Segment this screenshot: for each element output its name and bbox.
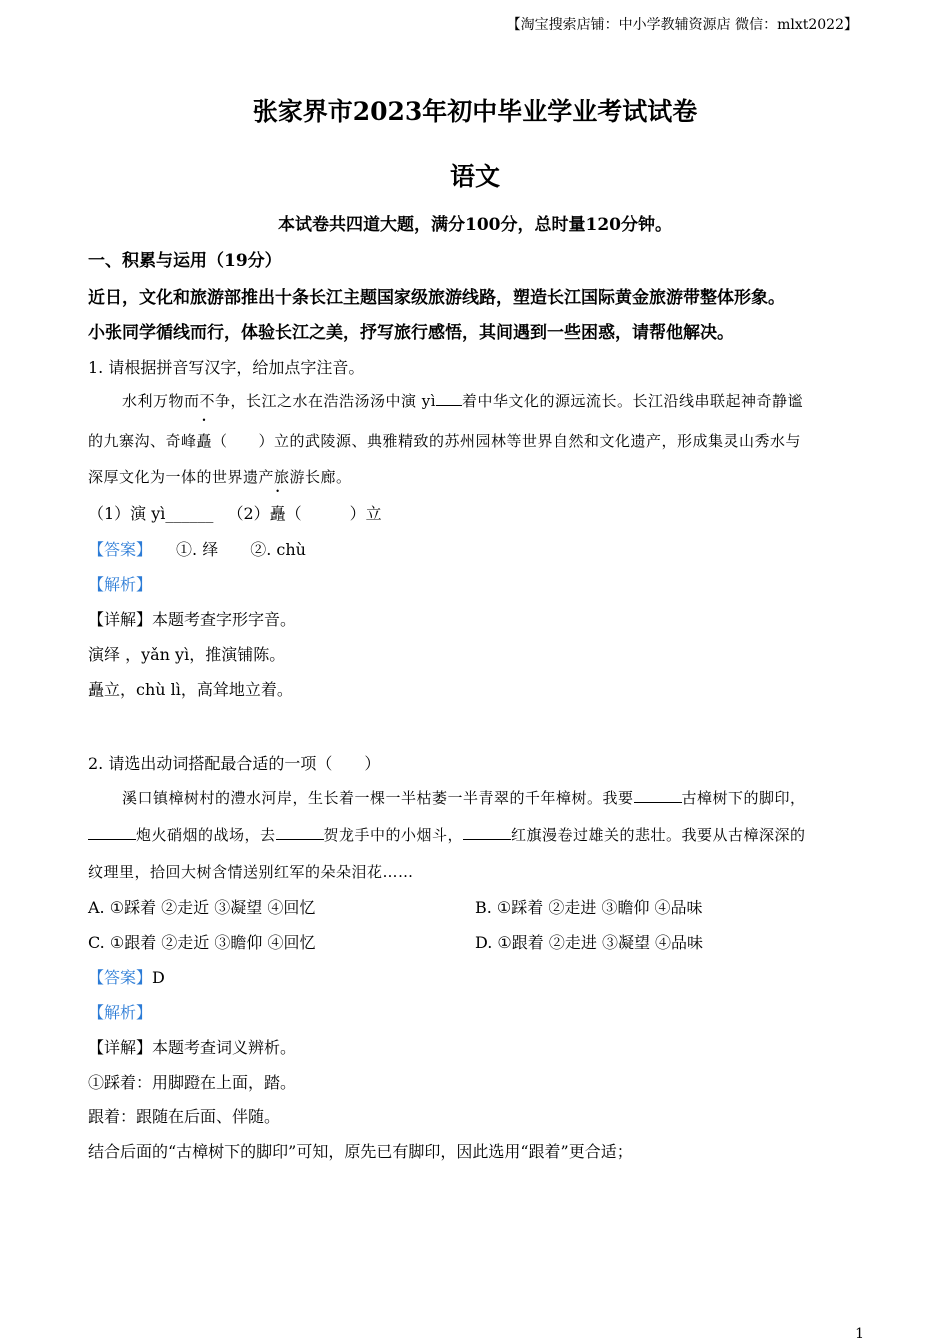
detail-text: 本题考查字形字音。 [152, 610, 297, 629]
answer-blank [88, 825, 136, 840]
q1-answer [88, 537, 306, 560]
q1-explanation-1: 演绎 ，yǎn yì，推演铺陈。 [88, 645, 286, 664]
dotted-character: 矗 [269, 504, 286, 523]
dotted-character: 矗 [196, 432, 213, 450]
q2-detail [88, 1035, 296, 1058]
section-heading: 一、积累与运用（19分） [88, 251, 282, 271]
answer-text: ①. 绎 ②. chù [144, 540, 306, 559]
option-a[interactable]: A. ①踩着 ②走近 ③凝望 ④回忆 [88, 898, 316, 917]
q1-item-2: （ ）立 [285, 504, 382, 523]
option-c[interactable]: C. ①跟着 ②走近 ③瞻仰 ④回忆 [88, 933, 316, 952]
detail-label: 【详解】 [88, 1038, 153, 1057]
q1-passage-text: 水利万物而不争，长江之水在浩浩汤汤中演 yì [122, 392, 437, 410]
q2-answer [88, 965, 165, 988]
q2-passage-line-2 [88, 824, 806, 845]
q2-passage-line-1 [122, 787, 806, 808]
answer-blank [463, 825, 511, 840]
shop-note: 【淘宝搜索店铺：中小学教辅资源店 微信：mlxt2022】 [506, 17, 858, 33]
q1-item-2: （2） [227, 504, 270, 523]
answer-blank [634, 788, 682, 803]
q1-items [88, 501, 382, 524]
q2-passage-text: 炮火硝烟的战场，去 [136, 826, 276, 844]
exam-instructions: 本试卷共四道大题，满分100分，总时量120分钟。 [278, 215, 672, 235]
q2-stem: 2. 请选出动词搭配最合适的一项（ ） [88, 754, 381, 773]
answer-label: 【答案】 [88, 540, 145, 559]
subject-title: 语文 [449, 162, 500, 191]
answer-blank [276, 825, 324, 840]
q2-passage-text: 红旗漫卷过雄关的悲壮。我要从古樟深深的 [511, 826, 806, 844]
answer-label: 【答案】 [88, 968, 153, 987]
q2-passage-line-3: 纹理里，拾回大树含情送别红军的朵朵泪花…… [88, 863, 414, 881]
q2-explanation-3: 结合后面的“古樟树下的脚印”可知，原先已有脚印，因此选用“跟着”更合适； [88, 1142, 633, 1161]
q1-analysis-label: 【解析】 [88, 575, 153, 594]
q1-passage-text: 的九寨沟、奇峰 [88, 432, 197, 450]
q1-detail [88, 607, 296, 630]
answer-blank [436, 391, 462, 406]
option-d[interactable]: D. ①跟着 ②走进 ③凝望 ④品味 [475, 933, 704, 952]
q2-passage-text: 贺龙手中的小烟斗， [323, 826, 464, 844]
q1-stem: 1. 请根据拼音写汉字，给加点字注音。 [88, 358, 365, 377]
answer-text: D [152, 968, 165, 987]
q2-passage-text: 溪口镇樟树村的澧水河岸，生长着一棵一半枯萎一半青翠的千年樟树。我要 [122, 789, 634, 807]
q1-passage-line-2 [88, 430, 801, 451]
q1-explanation-2: 矗立，chù lì，高耸地立着。 [88, 680, 293, 699]
q2-explanation-2: 跟着：跟随在后面、伴随。 [88, 1107, 281, 1126]
page-number: 1 [855, 1326, 864, 1342]
q1-passage-line-1 [122, 390, 803, 411]
q1-passage-text: （ ）立的武陵源、典雅精致的苏州园林等世界自然和文化遗产，形成集灵山秀水与 [212, 432, 802, 450]
q1-passage-line-3: 深厚文化为一体的世界遗产旅游长廊。 [88, 468, 352, 486]
detail-text: 本题考查词义辨析。 [152, 1038, 297, 1057]
section-intro-line-2: 小张同学循线而行，体验长江之美，抒写旅行感悟，其间遇到一些困惑，请帮他解决。 [88, 323, 734, 343]
section-intro-line-1: 近日，文化和旅游部推出十条长江主题国家级旅游线路，塑造长江国际黄金旅游带整体形象。 [88, 288, 785, 308]
option-b[interactable]: B. ①踩着 ②走进 ③瞻仰 ④品味 [475, 898, 703, 917]
q2-analysis-label: 【解析】 [88, 1003, 153, 1022]
detail-label: 【详解】 [88, 610, 153, 629]
q1-passage-text: 着中华文化的源远流长。长江沿线串联起神奇静谧 [462, 392, 804, 410]
q2-explanation-1: ①踩着：用脚蹬在上面，踏。 [88, 1073, 297, 1092]
page-title: 张家界市2023年初中毕业学业考试试卷 [252, 97, 698, 126]
q2-passage-text: 古樟树下的脚印， [681, 789, 806, 807]
q1-item-1: （1）演 yì______ [88, 504, 214, 523]
